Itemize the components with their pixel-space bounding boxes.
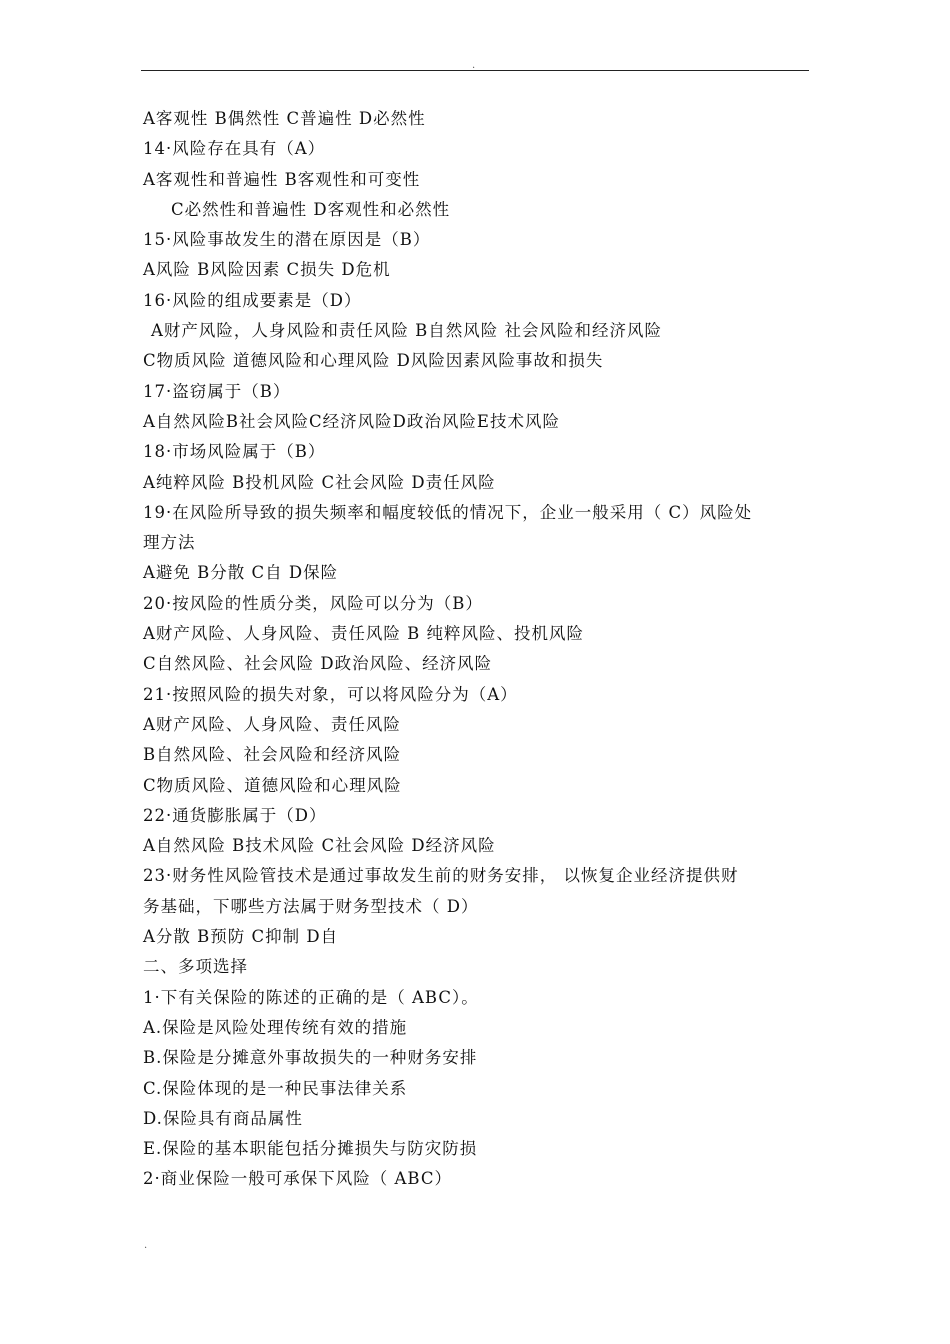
text-line: A分散 B预防 C抑制 D自 xyxy=(143,927,339,947)
text-line: A客观性 B偶然性 C普遍性 D必然性 xyxy=(143,109,426,128)
text-line: C.保险体现的是一种民事法律关系 xyxy=(143,1078,408,1098)
section-heading: 二、多项选择 xyxy=(143,957,248,977)
question-line: 1·下有关保险的陈述的正确的是（ ABC）。 xyxy=(143,987,479,1007)
text-line: E.保险的基本职能包括分摊损失与防灾防损 xyxy=(143,1139,478,1159)
text-line: A财产风险、人身风险、责任风险 xyxy=(143,714,401,734)
text-line: A自然风险B社会风险C经济风险D政治风险E技术风险 xyxy=(143,411,560,431)
text-line: A财产风险，人身风险和责任风险 B自然风险 社会风险和经济风险 xyxy=(151,321,663,341)
text-line: B自然风险、社会风险和经济风险 xyxy=(143,745,402,765)
text-line: C自然风险、社会风险 D政治风险、经济风险 xyxy=(143,654,493,674)
question-line: 18·市场风险属于（B） xyxy=(143,442,326,462)
document-body xyxy=(143,104,813,1195)
text-line: A自然风险 B技术风险 C社会风险 D经济风险 xyxy=(143,836,496,856)
footer-mark: . xyxy=(144,1240,148,1251)
text-line: C物质风险、道德风险和心理风险 xyxy=(143,775,402,795)
text-line: D.保险具有商品属性 xyxy=(143,1108,303,1128)
question-line: 14·风险存在具有（A） xyxy=(143,139,326,159)
text-line: A风险 B风险因素 C损失 D危机 xyxy=(143,260,391,280)
header-mark: . xyxy=(472,60,476,71)
question-line: 21·按照风险的损失对象，可以将风险分为（A） xyxy=(143,684,518,704)
text-line: C物质风险 道德风险和心理风险 D风险因素风险事故和损失 xyxy=(143,351,604,371)
text-line: A纯粹风险 B投机风险 C社会风险 D责任风险 xyxy=(143,472,496,492)
text-line: A.保险是风险处理传统有效的措施 xyxy=(143,1017,408,1037)
question-line: 16·风险的组成要素是（D） xyxy=(143,290,362,310)
text-line: A客观性和普遍性 B客观性和可变性 xyxy=(143,169,421,189)
header-rule xyxy=(141,70,809,71)
question-line: 17·盗窃属于（B） xyxy=(143,381,291,401)
question-line: 2·商业保险一般可承保下风险（ ABC） xyxy=(143,1169,452,1189)
text-line: C必然性和普遍性 D客观性和必然性 xyxy=(171,199,451,219)
question-line: 15·风险事故发生的潜在原因是（B） xyxy=(143,230,431,250)
text-line: B.保险是分摊意外事故损失的一种财务安排 xyxy=(143,1048,478,1068)
question-line: 19·在风险所导致的损失频率和幅度较低的情况下，企业一般采用（ C）风险处 xyxy=(143,502,753,522)
question-line: 23·财务性风险管技术是通过事故发生前的财务安排， 以恢复企业经济提供财 xyxy=(143,866,739,886)
text-line: A避免 B分散 C自 D保险 xyxy=(143,563,339,583)
question-line: 22·通货膨胀属于（D） xyxy=(143,805,327,825)
question-line: 20·按风险的性质分类，风险可以分为（B） xyxy=(143,593,483,613)
text-line: 理方法 xyxy=(143,533,196,553)
text-line: 务基础，下哪些方法属于财务型技术（ D） xyxy=(143,896,479,916)
text-line: A财产风险、人身风险、责任风险 B 纯粹风险、投机风险 xyxy=(143,624,585,644)
